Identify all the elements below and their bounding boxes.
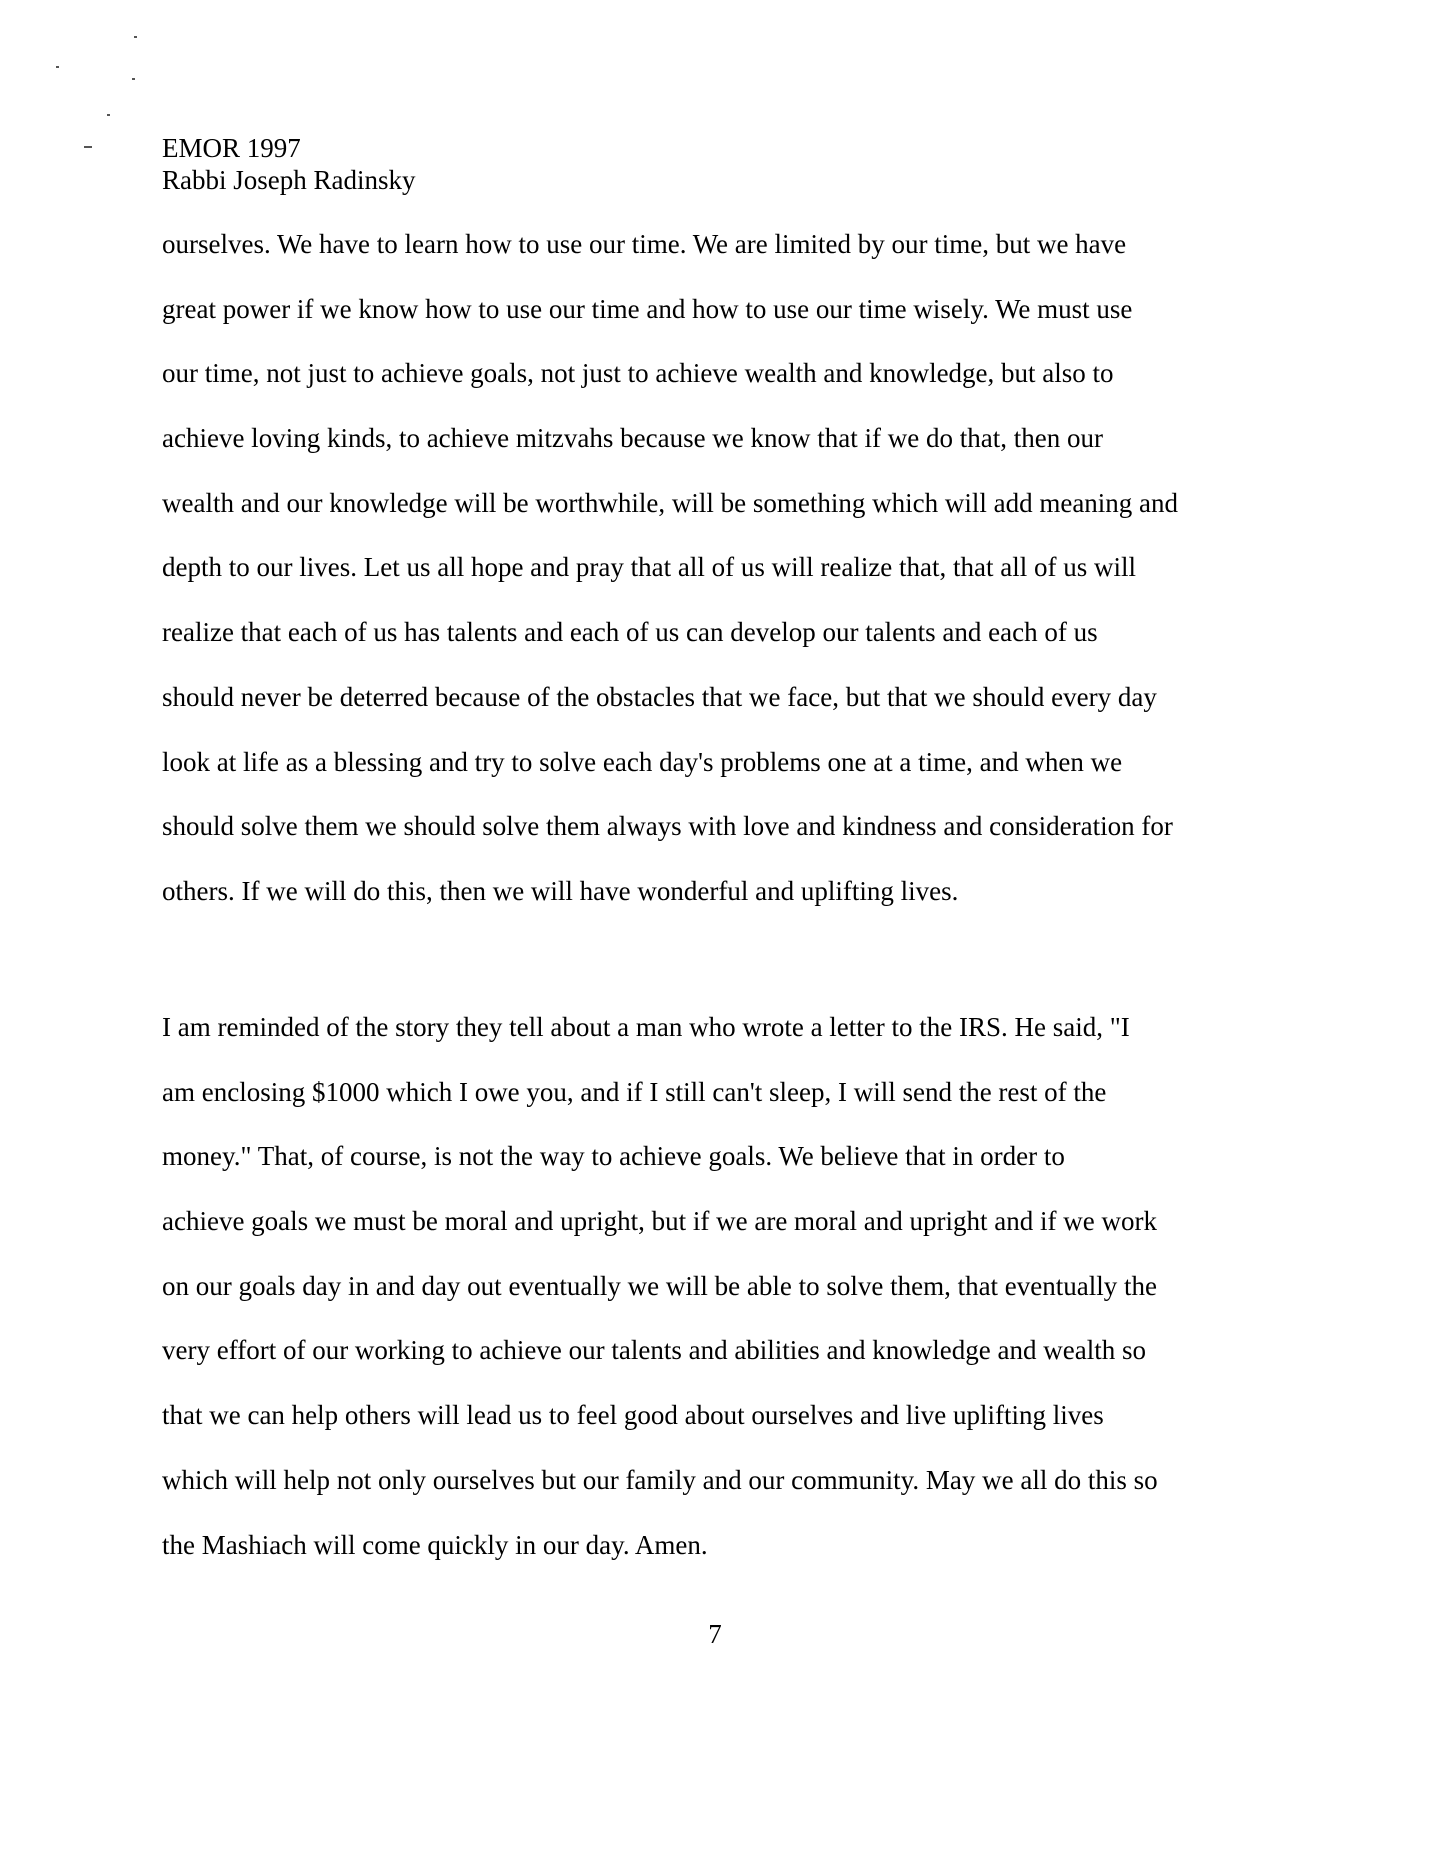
text-line: great power if we know how to use our time and how to use our time wisely. We must use [162, 293, 1133, 324]
document-header [162, 132, 416, 196]
header-author: Rabbi Joseph Radinsky [162, 165, 416, 195]
text-line: on our goals day in and day out eventually we will be able to solve them, that eventually the [162, 1270, 1157, 1301]
scan-speck [107, 114, 110, 116]
header-title: EMOR 1997 [162, 133, 301, 163]
text-line: very effort of our working to achieve our talents and abilities and knowledge and wealth so [162, 1335, 1146, 1366]
text-line: our time, not just to achieve goals, not just to achieve wealth and knowledge, but also to [162, 358, 1114, 389]
text-line: others. If we will do this, then we will have wonderful and uplifting lives. [162, 875, 959, 906]
text-line: achieve goals we must be moral and upright, but if we are moral and upright and if we work [162, 1206, 1157, 1237]
text-line: realize that each of us has talents and each of us can develop our talents and each of us [162, 617, 1098, 648]
text-line: wealth and our knowledge will be worthwhile, will be something which will add meaning and [162, 487, 1179, 518]
text-line: am enclosing $1000 which I owe you, and if I still can't sleep, I will send the rest of the [162, 1076, 1107, 1107]
text-line: that we can help others will lead us to feel good about ourselves and live uplifting lives [162, 1400, 1104, 1431]
scan-speck [84, 146, 92, 148]
text-line: money." That, of course, is not the way to achieve goals. We believe that in order to [162, 1141, 1065, 1172]
text-line: the Mashiach will come quickly in our day. Amen. [162, 1529, 708, 1560]
text-line: look at life as a blessing and try to solve each day's problems one at a time, and when we [162, 746, 1123, 777]
scan-speck [132, 78, 135, 80]
text-line: I am reminded of the story they tell about a man who wrote a letter to the IRS. He said, "I [162, 1012, 1130, 1042]
paragraph-1 [162, 212, 1282, 924]
text-line: should never be deterred because of the obstacles that we face, but that we should every day [162, 681, 1157, 712]
paragraph-2 [162, 995, 1282, 1577]
scan-speck [134, 36, 137, 38]
text-line: ourselves. We have to learn how to use our time. We are limited by our time, but we have [162, 229, 1127, 259]
text-line: which will help not only ourselves but our family and our community. May we all do this so [162, 1464, 1158, 1495]
scan-speck [56, 66, 59, 68]
page-number: 7 [708, 1619, 722, 1649]
text-line: should solve them we should solve them always with love and kindness and consideration for [162, 811, 1173, 842]
text-line: achieve loving kinds, to achieve mitzvahs because we know that if we do that, then our [162, 423, 1103, 454]
text-line: depth to our lives. Let us all hope and pray that all of us will realize that, that all of us will [162, 552, 1137, 583]
